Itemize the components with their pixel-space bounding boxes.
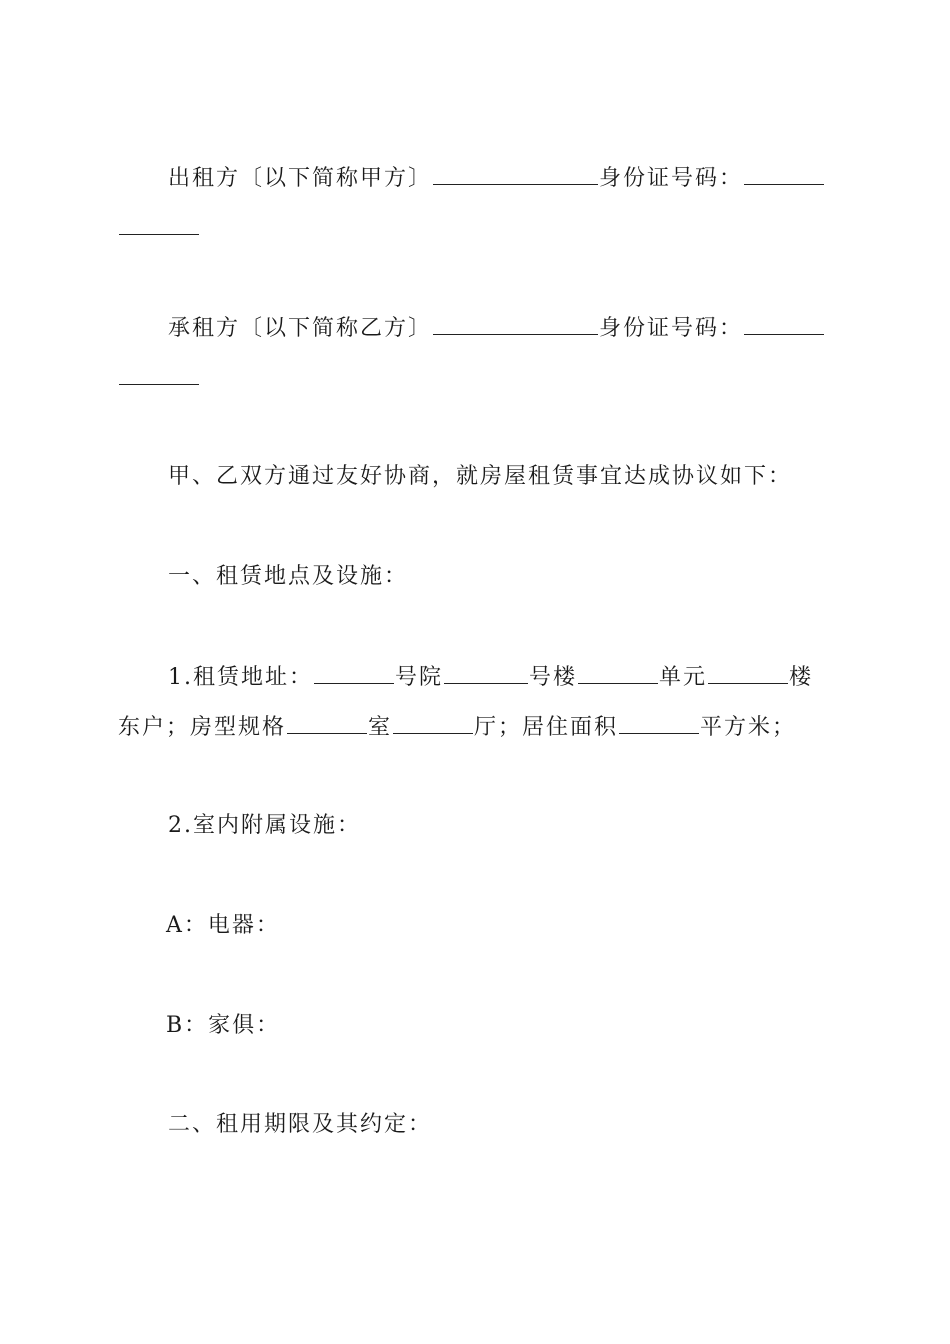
party-b-line [168,312,825,344]
party-b-id-label: 身份证号码： [599,316,744,341]
party-a-name-blank[interactable] [433,162,598,185]
party-a-id-blank-1[interactable] [744,162,824,185]
party-a-label: 出租方〔以下简称甲方〕 [168,166,433,191]
building-number-blank[interactable] [444,661,528,684]
party-a-id-label: 身份证号码： [599,166,744,191]
party-b-label: 承租方〔以下简称乙方〕 [168,316,433,341]
yard-number-blank[interactable] [314,661,394,684]
area-unit-label: 平方米； [700,715,797,740]
hall-area-label: 厅；居住面积 [474,715,619,740]
room-spec-line [118,711,796,743]
section-2-heading: 二、租用期限及其约定： [168,1112,433,1137]
party-b-id-blank-1[interactable] [744,312,824,335]
party-a-id-blank-2[interactable] [119,212,199,235]
intro-paragraph: 甲、乙双方通过友好协商，就房屋租赁事宜达成协议如下： [168,464,793,489]
rental-address-line [168,661,813,693]
floor-number-blank[interactable] [708,661,788,684]
section-1-heading: 一、租赁地点及设施： [168,564,409,589]
furniture-label: B：家俱： [166,1013,281,1038]
area-blank[interactable] [619,711,699,734]
yard-label: 号院 [395,665,444,690]
party-b-id-continued [118,362,200,394]
appliances-label: A：电器： [166,913,280,938]
party-a-id-continued [118,212,200,244]
unit-label: 单元 [659,665,708,690]
room-label: 室 [368,715,393,740]
party-b-name-blank[interactable] [433,312,598,335]
unit-number-blank[interactable] [578,661,658,684]
building-label: 号楼 [529,665,578,690]
rental-address-prefix: 1.租赁地址： [168,665,313,690]
party-b-id-blank-2[interactable] [119,362,199,385]
facilities-heading: 2.室内附属设施： [168,813,361,838]
room-count-blank[interactable] [287,711,367,734]
room-spec-prefix: 东户；房型规格 [118,715,287,740]
hall-count-blank[interactable] [393,711,473,734]
party-a-line [168,162,825,194]
floor-label: 楼 [789,665,814,690]
